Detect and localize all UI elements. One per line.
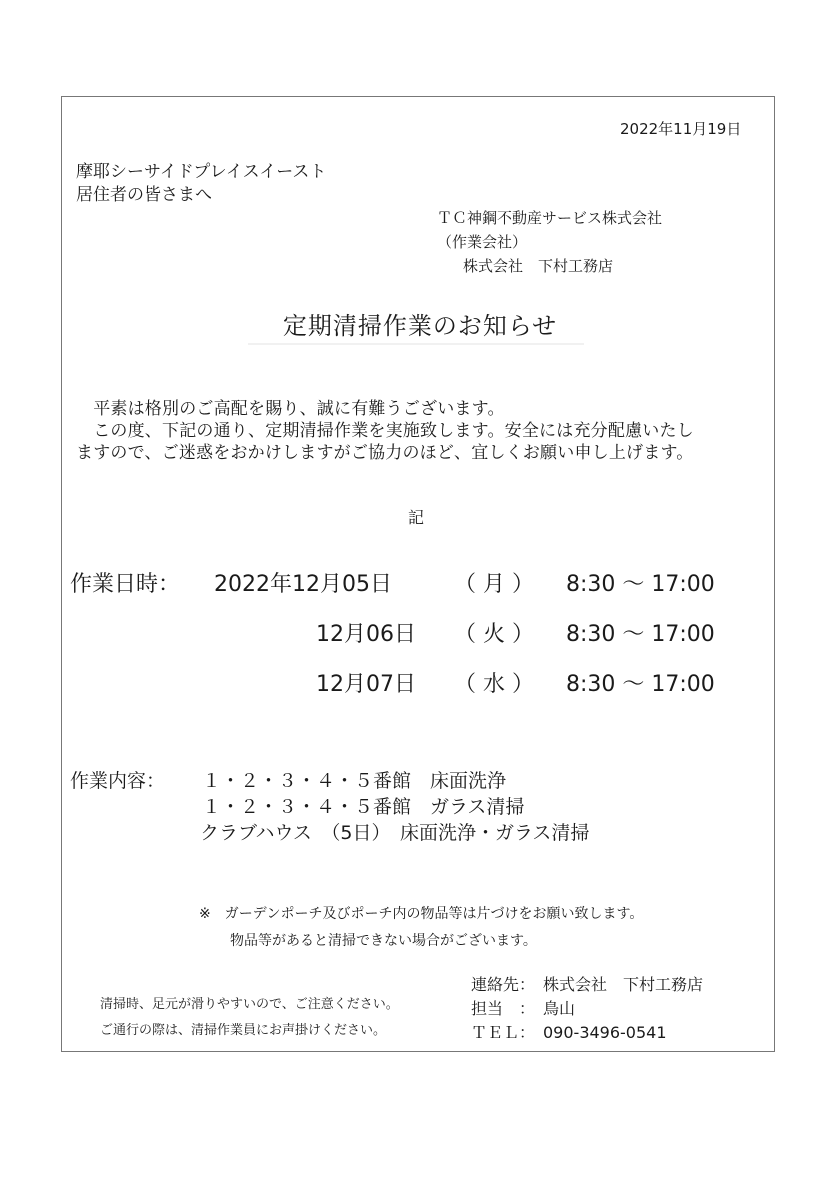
schedule-time-3: 8:30 ～ 17:00 bbox=[566, 672, 715, 697]
recipient-residents: 居住者の皆さまへ bbox=[76, 185, 212, 205]
schedule-time-1: 8:30 ～ 17:00 bbox=[566, 572, 715, 597]
title-underline bbox=[248, 343, 584, 345]
sender-role: （作業会社） bbox=[437, 233, 528, 251]
schedule-date-2: 12月06日 bbox=[316, 622, 416, 647]
body-line-3: ますので、ご迷惑をおかけしますがご協力のほど、宜しくお願い申し上げます。 bbox=[76, 443, 694, 463]
schedule-date-1: 2022年12月05日 bbox=[214, 572, 392, 597]
ki-heading: 記 bbox=[408, 508, 425, 527]
notice-title: 定期清掃作業のお知らせ bbox=[282, 312, 558, 340]
caution-line-1: 清掃時、足元が滑りやすいので、ご注意ください。 bbox=[100, 997, 399, 1012]
recipient-building: 摩耶シーサイドプレイスイースト bbox=[76, 162, 327, 182]
contact-person: 担当 ： 鳥山 bbox=[471, 999, 576, 1018]
contact-company: 連絡先： 株式会社 下村工務店 bbox=[471, 975, 704, 994]
body-line-1: 平素は格別のご高配を賜り、誠に有難うございます。 bbox=[76, 399, 505, 419]
schedule-date-3: 12月07日 bbox=[316, 672, 416, 697]
schedule-time-2: 8:30 ～ 17:00 bbox=[566, 622, 715, 647]
issue-date: 2022年11月19日 bbox=[620, 120, 742, 138]
schedule-dow-2: （ 火 ） bbox=[454, 622, 534, 647]
sender-company: ＴＣ神鋼不動産サービス株式会社 bbox=[437, 209, 663, 227]
note-line-1: ※ ガーデンポーチ及びポーチ内の物品等は片づけをお願い致します。 bbox=[199, 906, 644, 922]
work-label: 作業内容： bbox=[70, 770, 166, 792]
contact-phone: ＴＥＬ： 090-3496-0541 bbox=[471, 1023, 667, 1042]
caution-line-2: ご通行の際は、清掃作業員にお声掛けください。 bbox=[100, 1023, 387, 1038]
schedule-dow-3: （ 水 ） bbox=[454, 672, 534, 697]
work-item-1: １・２・３・４・５番館 床面洗浄 bbox=[202, 770, 507, 792]
schedule-dow-1: （ 月 ） bbox=[454, 572, 534, 597]
work-item-3: クラブハウス （5日） 床面洗浄・ガラス清掃 bbox=[200, 822, 590, 844]
sender-contractor: 株式会社 下村工務店 bbox=[463, 257, 614, 275]
body-line-2: この度、下記の通り、定期清掃作業を実施致します。安全には充分配慮いたし bbox=[76, 421, 694, 441]
note-line-2: 物品等があると清掃できない場合がございます。 bbox=[230, 933, 537, 949]
work-item-2: １・２・３・４・５番館 ガラス清掃 bbox=[202, 796, 525, 818]
schedule-label: 作業日時： bbox=[70, 572, 181, 597]
